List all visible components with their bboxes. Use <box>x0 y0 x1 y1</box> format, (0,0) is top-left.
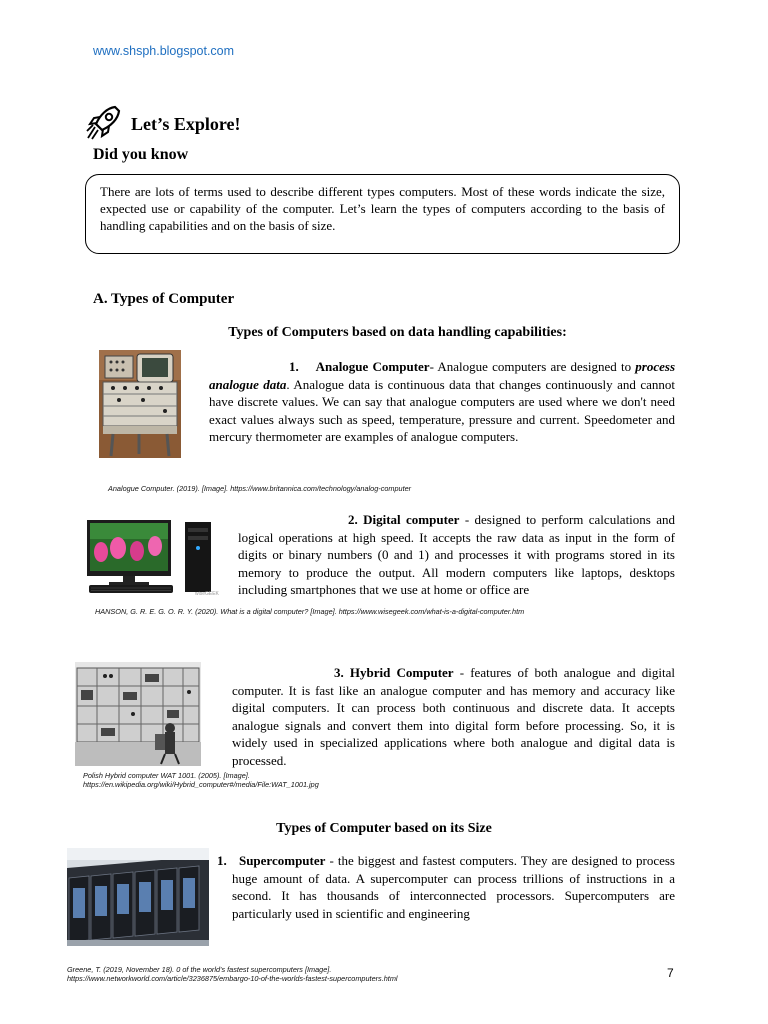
analogue-lead: - Analogue computers are designed to <box>429 359 636 374</box>
super-body: - the biggest and fastest computers. They are designed to process huge amount of data. A supercomputer can process trillions of instructions in a second. It has thousands of interconnected processors. Supercomputers are particularly used in scientific and engineering <box>232 853 675 921</box>
super-credit-line2: https://www.networkworld.com/article/3236875/embargo-10-of-the-worlds-fastest-supercomputers.html <box>67 974 398 983</box>
analogue-body: . Analogue data is continuous data that changes continuously and cannot have discrete values. We can say that analogue computers are used where we don't need exact values always such as speed, temperature, pressure and current. Speedometer and mercury thermometer are examples of analogue computers. <box>209 376 675 445</box>
analogue-emphasis: process analogue data <box>209 359 676 392</box>
section-title-explore: Let’s Explore! <box>131 114 241 134</box>
super-image-credit <box>67 965 398 983</box>
digital-paragraph <box>238 511 675 599</box>
analogue-computer-image <box>99 350 181 458</box>
wisegeek-watermark: wiseGEEK <box>195 591 219 597</box>
analogue-image-credit: Analogue Computer. (2019). [Image]. https://www.britannica.com/technology/analog-computer <box>108 484 412 493</box>
analogue-title: Analogue Computer <box>315 359 430 374</box>
supercomputer-image <box>67 848 209 946</box>
digital-image-credit: HANSON, G. R. E. G. O. R. Y. (2020). What is a digital computer? [Image]. https://www.wisegeek.com/what-is-a-digital-computer.htm <box>95 607 525 616</box>
page-number: 7 <box>667 966 674 980</box>
digital-computer-image <box>85 518 219 597</box>
super-number: 1. <box>217 853 227 868</box>
intro-text: There are lots of terms used to describe different types computers. Most of these words indicate the size, expected use or capability of the computer. Let’s learn the types of computers according to the basis of handling capabilities and on the basis of size. <box>100 184 665 233</box>
section-heading-types: A. Types of Computer <box>93 291 235 307</box>
hybrid-credit-line2: https://en.wikipedia.org/wiki/Hybrid_computer#/media/File:WAT_1001.jpg <box>83 780 319 789</box>
hybrid-computer-image <box>75 662 201 766</box>
super-title: Supercomputer <box>238 853 326 868</box>
hybrid-credit-line1: Polish Hybrid computer WAT 1001. (2005). [Image]. <box>83 771 250 780</box>
analogue-paragraph <box>209 358 675 446</box>
rocket-icon <box>85 103 123 141</box>
hybrid-image-credit <box>83 771 319 789</box>
super-credit-line1: Greene, T. (2019, November 18). 0 of the world's fastest supercomputers [Image]. <box>67 965 332 974</box>
did-you-know-heading: Did you know <box>93 146 189 163</box>
digital-body: - designed to perform calculations and logical operations at high speed. It accepts the raw data as input in the form of digits or binary numbers (0 and 1) and processes it with programs stored in its memory to produce the output. All modern computers like laptops, desktops including smartphones that we use at home or office are <box>238 512 675 598</box>
subheading-data-handling: Types of Computers based on data handling capabilities: <box>228 325 567 340</box>
super-paragraph <box>217 852 675 922</box>
hybrid-body: - features of both analogue and digital computer. It is fast like an analogue computer and has memory and accuracy like digital computers. It can process both continuous and discrete data. It accepts analogue signals and convert them into digital form before processing. So, it is widely used in specialized applications where both analogue and digital data is processed. <box>232 665 676 768</box>
intro-box <box>85 174 680 254</box>
digital-title: 2. Digital computer <box>348 512 460 527</box>
subheading-size: Types of Computer based on its Size <box>276 821 492 836</box>
analogue-number: 1. <box>289 359 299 374</box>
hybrid-paragraph <box>232 664 675 770</box>
hybrid-title: 3. Hybrid Computer <box>334 665 454 680</box>
site-url: www.shsph.blogspot.com <box>93 44 235 58</box>
